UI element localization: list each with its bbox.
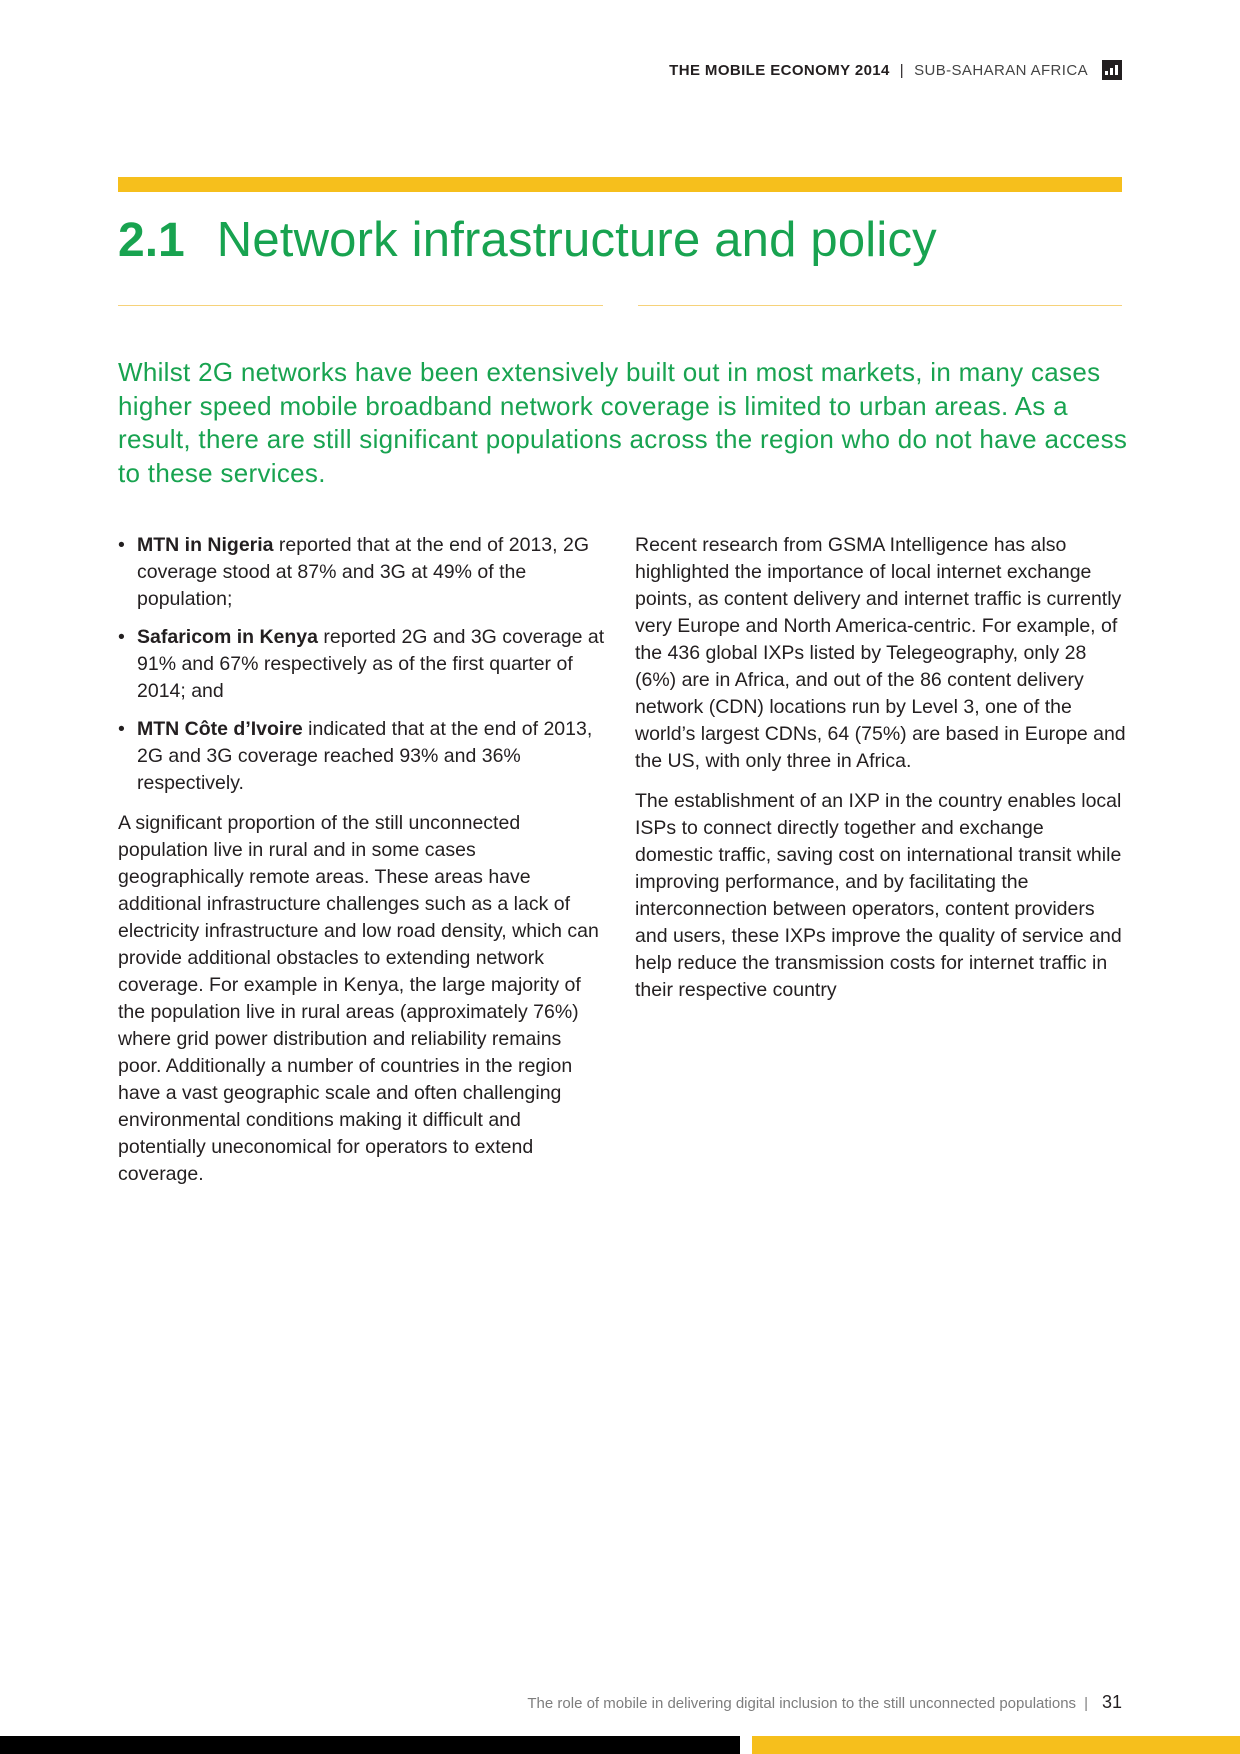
bullet-bold: Safaricom in Kenya — [137, 626, 318, 648]
list-item: • MTN in Nigeria reported that at the end of 2013, 2G coverage stood at 87% and 3G at 49% of the population; — [118, 534, 589, 610]
body-paragraph: Recent research from GSMA Intelligence has also highlighted the importance of local internet exchange points, as content delivery and internet traffic is currently very Europe and North America-centric. For example, of the 436 global IXPs listed by Telegeography, only 28 (6%) are in Africa, and out of the 86 content delivery network (CDN) locations run by Level 3, one of the world’s largest CDNs, 64 (75%) are based in Europe and the US, with only three in Africa. — [635, 534, 1126, 772]
publication-title: THE MOBILE ECONOMY 2014 — [669, 61, 890, 79]
page-number: 31 — [1101, 1692, 1122, 1712]
bullet-text: reported that at the end of 2013, 2G coverage stood at 87% and 3G at 49% of the population; — [137, 534, 589, 610]
running-header — [669, 60, 1122, 80]
section-title: Network infrastructure and policy — [216, 213, 937, 267]
intro-paragraph: Whilst 2G networks have been extensively built out in most markets, in many cases higher speed mobile broadband network coverage is limited to urban areas. As a result, there are still significant populations across the region who do not have access to these services. — [118, 357, 1128, 488]
left-column — [118, 532, 606, 1201]
footer-bar-black — [0, 1736, 740, 1754]
bullet-text: reported 2G and 3G coverage at 91% and 67% respectively as of the first quarter of 2014; and — [137, 626, 605, 702]
chart-book-icon — [1102, 60, 1122, 80]
right-column — [635, 532, 1127, 1017]
divider-right — [638, 305, 1122, 306]
list-item: • MTN Côte d’Ivoire indicated that at the end of 2013, 2G and 3G coverage reached 93% and 36% respectively. — [118, 718, 593, 794]
page-footer — [527, 1692, 1122, 1713]
section-accent-bar — [118, 177, 1122, 192]
section-heading — [118, 212, 937, 268]
footer-caption: The role of mobile in delivering digital inclusion to the still unconnected populations — [527, 1695, 1077, 1712]
bullet-bold: MTN Côte d’Ivoire — [137, 718, 303, 740]
list-item: • Safaricom in Kenya reported 2G and 3G coverage at 91% and 67% respectively as of the first quarter of 2014; and — [118, 626, 605, 702]
header-separator: | — [899, 61, 905, 79]
footer-bar-yellow — [752, 1736, 1240, 1754]
footer-separator: | — [1084, 1695, 1088, 1712]
region-label: SUB-SAHARAN AFRICA — [914, 61, 1088, 79]
body-paragraph: The establishment of an IXP in the country enables local ISPs to connect directly together and exchange domestic traffic, saving cost on international transit while improving performance, and by facilitating the interconnection between operators, content providers and users, these IXPs improve the quality of service and help reduce the transmission costs for internet traffic in their respective country — [635, 790, 1122, 1001]
coverage-bullet-list — [118, 532, 606, 797]
divider-left — [118, 305, 603, 306]
section-number: 2.1 — [118, 214, 185, 267]
bullet-text: indicated that at the end of 2013, 2G and 3G coverage reached 93% and 36% respectively. — [137, 718, 593, 794]
bullet-bold: MTN in Nigeria — [137, 534, 274, 556]
body-paragraph: A significant proportion of the still unconnected population live in rural and in some cases geographically remote areas. These areas have additional infrastructure challenges such as a lack of electricity infrastructure and low road density, which can provide additional obstacles to extending network coverage. For example in Kenya, the large majority of the population live in rural areas (approximately 76%) where grid power distribution and reliability remains poor. Additionally a number of countries in the region have a vast geographic scale and often challenging environmental conditions making it difficult and potentially uneconomical for operators to extend coverage. — [118, 812, 599, 1185]
